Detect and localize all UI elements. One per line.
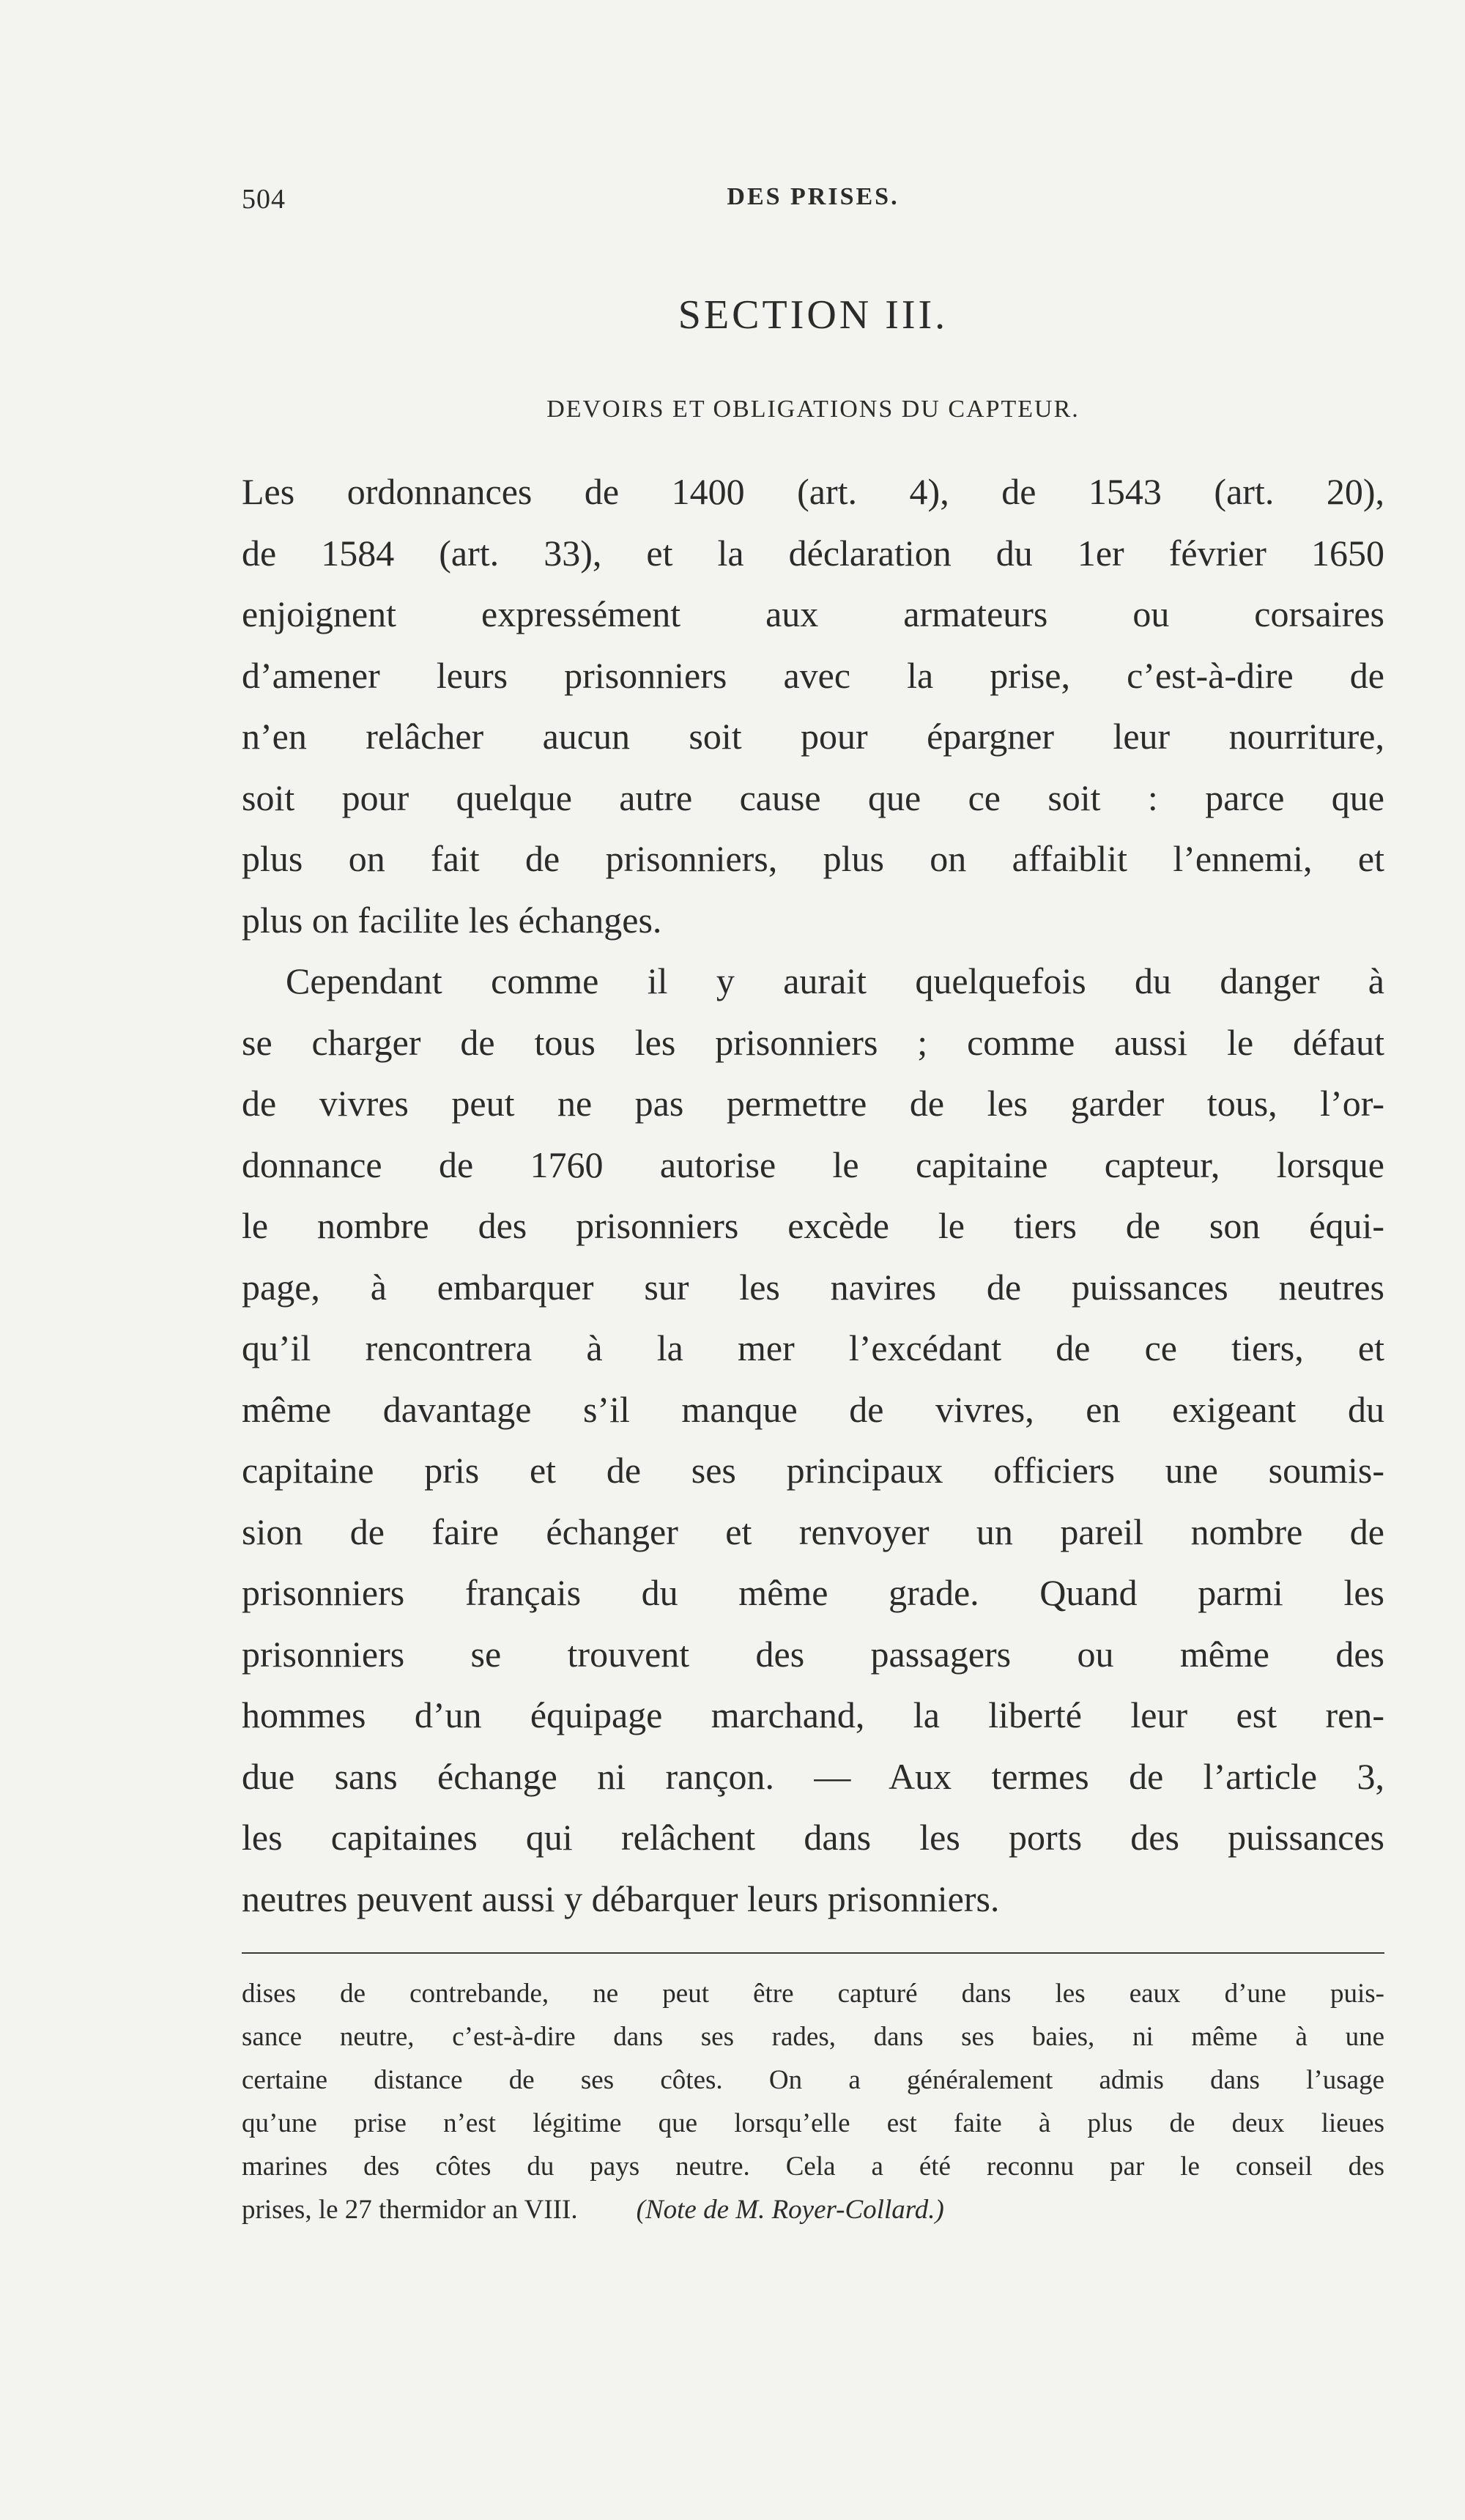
running-title: DES PRISES. [727,183,900,210]
text-line: les capitaines qui relâchent dans les ports des puissances [242,1817,1384,1858]
text-line: d’amener leurs prisonniers avec la prise, c’est-à-dire de [242,654,1384,696]
footnote-line: certaine distance de ses côtes. On a généralement admis dans l’usage [242,2065,1384,2095]
text-line: prisonniers se trouvent des passagers ou même des [242,1633,1384,1675]
footnote [242,1972,1384,2231]
footnote-line: dises de contrebande, ne peut être capturé dans les eaux d’une puis- [242,1979,1384,2009]
footnote-divider [242,1952,1384,1954]
text-line: Les ordonnances de 1400 (art. 4), de 1543 (art. 20), [242,471,1384,512]
footnote-line: marines des côtes du pays neutre. Cela a été reconnu par le conseil des [242,2152,1384,2182]
footnote-line: sance neutre, c’est-à-dire dans ses rades, dans ses baies, ni même à une [242,2022,1384,2052]
text-line: page, à embarquer sur les navires de puissances neutres [242,1266,1384,1308]
text-line: de 1584 (art. 33), et la déclaration du 1er février 1650 [242,532,1384,574]
section-heading: SECTION III. [678,292,949,338]
text-line: sion de faire échanger et renvoyer un pareil nombre de [242,1511,1384,1552]
text-line: même davantage s’il manque de vivres, en exigeant du [242,1388,1384,1430]
page-number: 504 [242,184,286,215]
footnote-line: qu’une prise n’est légitime que lorsqu’elle est faite à plus de deux lieues [242,2108,1384,2138]
text-line: n’en relâcher aucun soit pour épargner leur nourriture, [242,716,1384,757]
text-line: soit pour quelque autre cause que ce soit : parce que [242,777,1384,818]
text-line: plus on fait de prisonniers, plus on affaiblit l’ennemi, et [242,838,1384,879]
section-subtitle: DEVOIRS ET OBLIGATIONS DU CAPTEUR. [546,396,1080,423]
footnote-attribution: (Note de M. Royer-Collard.) [636,2195,944,2225]
text-line: prisonniers français du même grade. Quand parmi les [242,1572,1384,1613]
footnote-last-line [242,2188,1384,2231]
footnote-line: prises, le 27 thermidor an VIII. [242,2195,578,2225]
text-line: de vivres peut ne pas permettre de les garder tous, l’or- [242,1083,1384,1124]
text-line: hommes d’un équipage marchand, la liberté leur est ren- [242,1694,1384,1735]
text-line: Cependant comme il y aurait quelquefois du danger à [286,960,1384,1001]
text-line: plus on facilite les échanges. [242,899,662,941]
text-line: due sans échange ni rançon. — Aux termes de l’article 3, [242,1755,1384,1797]
text-line: neutres peuvent aussi y débarquer leurs prisonniers. [242,1878,1000,1919]
text-line: le nombre des prisonniers excède le tiers de son équi- [242,1205,1384,1246]
body-text [242,462,1384,1930]
text-line: enjoignent expressément aux armateurs ou corsaires [242,593,1384,634]
text-line: capitaine pris et de ses principaux officiers une soumis- [242,1450,1384,1491]
text-line: qu’il rencontrera à la mer l’excédant de ce tiers, et [242,1327,1384,1368]
page-header [242,183,1384,227]
text-line: donnance de 1760 autorise le capitaine capteur, lorsque [242,1144,1384,1185]
text-line: se charger de tous les prisonniers ; comme aussi le défaut [242,1021,1384,1063]
